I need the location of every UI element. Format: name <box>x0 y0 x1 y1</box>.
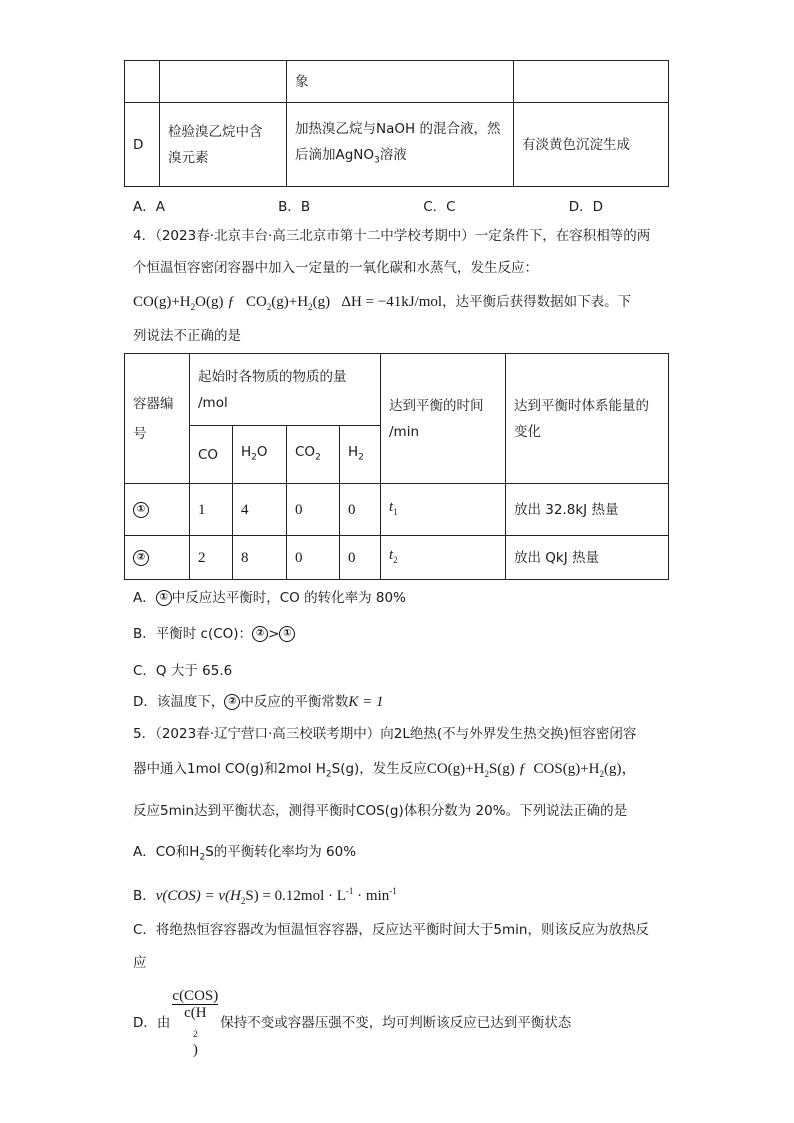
q5-stem-line1: 5．（2023春·辽宁营口·高三校联考期中）向2L绝热(不与外界发生热交换)恒容密闭容 <box>133 726 637 742</box>
option: C．C <box>423 199 456 215</box>
q4-stem-line4: 列说法不正确的是 <box>133 328 241 344</box>
cell-d-purpose: 检验溴乙烷中含 溴元素 <box>160 103 287 187</box>
q4-option-c: C．Q 大于 65.6 <box>133 663 233 679</box>
option-table <box>124 60 669 187</box>
q5-option-d: D．由 c(COS) c(H $_2$ ) 保持不变或容器压强不变，均可判断该反应已达到平衡状态 <box>133 988 572 1058</box>
q4-option-b: B．平衡时 c(CO)： ② > ① <box>133 624 295 644</box>
q4-option-a: A． ① 中反应达平衡时，CO 的转化率为 80% <box>133 590 406 606</box>
q5-option-b: B．$v(COS) = v(H_2S) = 0.12mol \cdot L^{-1} \cdot \min^{-1}$ <box>133 886 397 906</box>
cell-d-operation: 加热溴乙烷与NaOH 的混合液，然 后滴加AgNO$_3$溶液 <box>287 103 514 187</box>
cell-d-phenomenon: 有淡黄色沉淀生成 <box>514 103 669 187</box>
q4-stem-line2: 个恒温恒容密闭容器中加入一定量的一氧化碳和水蒸气，发生反应： <box>133 260 538 276</box>
cell-row-top-col3: 象 <box>287 61 514 103</box>
q5-option-a: A．CO和$H_2S$的平衡转化率均为 60% <box>133 844 357 863</box>
subheader-h2: $H_2$ <box>340 426 381 484</box>
subheader-h2o: $H_2O$ <box>233 426 287 484</box>
option: D．D <box>568 199 603 215</box>
q5-stem-line2: 器中通入1mol CO(g)和2mol $H_2S(g)$，发生反应$CO(g)+H_2S(g)$ ƒ $COS(g)+H_2(g)$， <box>133 761 637 780</box>
cell-d-label: D <box>125 103 160 187</box>
subheader-co2: $CO_2$ <box>287 426 340 484</box>
table-row: ① 1 4 0 0 $t_1$ 放出 32.8kJ 热量 <box>125 484 669 536</box>
q4-stem-line1: 4．（2023春·北京丰台·高三北京市第十二中学校考期中）一定条件下，在容积相等的两 <box>133 228 651 244</box>
header-start: 起始时各物质的物质的量 /mol <box>190 354 381 426</box>
q5-option-c-line2: 应 <box>133 955 147 971</box>
subheader-co: CO <box>190 426 233 484</box>
header-vessel: 容器编号 <box>125 354 190 484</box>
q4-equation: $CO(g)+H_2O(g)$ ƒ $CO_2(g)+H_2(g)$ ΔH = −41kJ/mol，达平衡后获得数据如下表。下 <box>133 294 632 312</box>
header-energy: 达到平衡时体系能量的 变化 <box>506 354 669 484</box>
header-time: 达到平衡的时间 /min <box>381 354 506 484</box>
table-row: ② 2 8 0 0 $t_2$ 放出 QkJ 热量 <box>125 536 669 580</box>
q4-option-d: D．该温度下， ② 中反应的平衡常数K = 1 <box>133 694 384 710</box>
q5-stem-line3: 反应5min达到平衡状态，测得平衡时COS(g)体积分数为 20%。下列说法正确的是 <box>133 803 628 819</box>
fraction: c(COS) c(H $_2$ ) <box>172 988 219 1058</box>
option: A．A <box>133 199 165 215</box>
q5-option-c-line1: C．将绝热恒容容器改为恒温恒容容器，反应达平衡时间大于5min，则该反应为放热反 <box>133 922 649 938</box>
option: B．B <box>278 199 311 215</box>
data-table <box>124 353 669 580</box>
q3-options <box>133 195 603 215</box>
